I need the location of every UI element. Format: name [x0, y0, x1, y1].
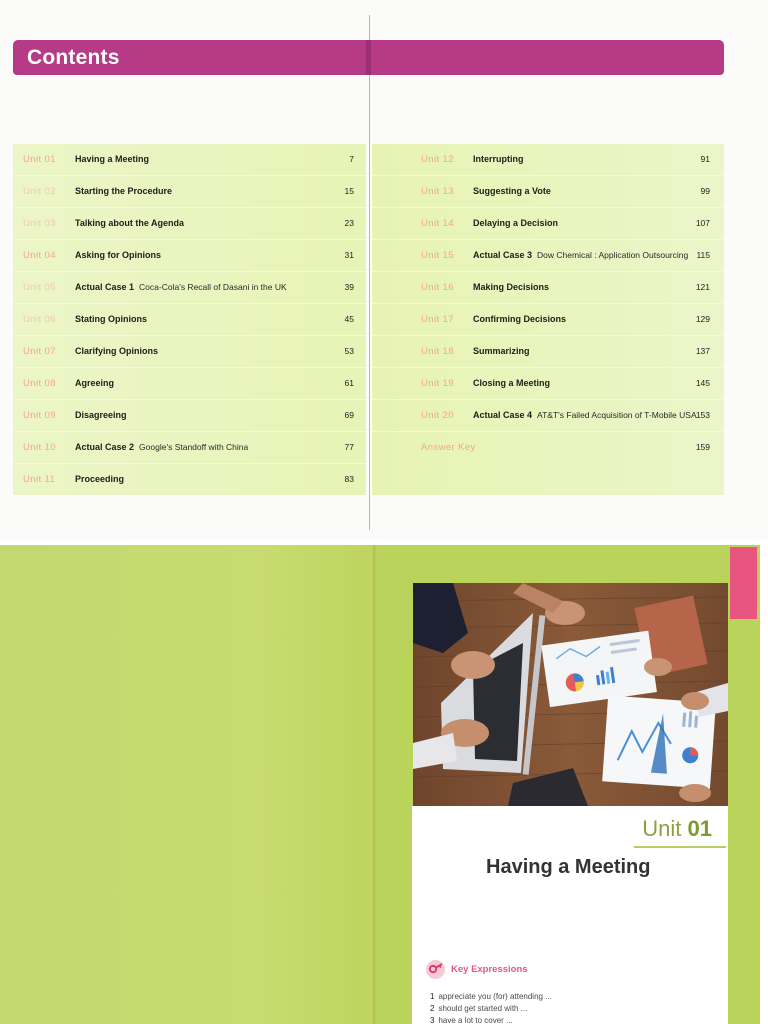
toc-page-number: 115 [696, 250, 710, 260]
toc-page-number: 23 [344, 218, 354, 228]
expression-number: 1 [430, 992, 435, 1001]
toc-row [13, 368, 366, 400]
toc-entry-title-text: Interrupting [473, 154, 524, 164]
toc-entry-title-text: Summarizing [473, 346, 530, 356]
toc-page-number: 31 [344, 250, 354, 260]
toc-page-number: 15 [344, 186, 354, 196]
toc-unit-label: Unit 03 [23, 218, 56, 229]
toc-unit-label: Unit 06 [23, 314, 56, 325]
toc-entry-title [75, 346, 158, 356]
toc-row [13, 400, 366, 432]
toc-row [13, 304, 366, 336]
toc-entry-title [473, 186, 551, 196]
toc-page-number: 159 [695, 442, 710, 452]
toc-unit-label: Unit 02 [23, 186, 56, 197]
toc-page-number: 153 [695, 410, 710, 420]
toc-row [372, 176, 724, 208]
toc-page-number: 77 [344, 442, 354, 452]
toc-unit-label: Unit 08 [23, 378, 56, 389]
unit-title: Having a Meeting [486, 856, 651, 878]
toc-entry-title [473, 410, 697, 420]
toc-entry-title-text: Making Decisions [473, 282, 550, 292]
key-expressions-label: Key Expressions [451, 964, 528, 975]
expression-text: appreciate you (for) attending ... [438, 992, 552, 1001]
toc-entry-subtitle: Google's Standoff with China [139, 442, 249, 452]
unit-word: Unit [642, 816, 682, 841]
toc-page-number: 137 [695, 346, 710, 356]
toc-row [13, 144, 366, 176]
toc-entry-title [473, 346, 530, 356]
expression-text: have a lot to cover ... [438, 1016, 513, 1024]
toc-entry-title-text: Delaying a Decision [473, 218, 559, 228]
toc-entry-title [473, 282, 549, 292]
toc-entry-title-text: Confirming Decisions [473, 314, 567, 324]
toc-entry-title [75, 474, 124, 484]
toc-row [13, 240, 366, 272]
toc-entry-title-text: Talking about the Agenda [75, 218, 185, 228]
toc-unit-label: Unit 09 [23, 410, 56, 421]
chapter-tab [730, 547, 757, 619]
toc-entry-title-text: Clarifying Opinions [75, 346, 159, 356]
toc-unit-label: Unit 10 [23, 442, 56, 453]
toc-unit-label: Unit 17 [421, 314, 454, 325]
toc-unit-label: Unit 04 [23, 250, 56, 261]
toc-unit-label: Unit 07 [23, 346, 56, 357]
unit-opener-spread [0, 545, 768, 1024]
toc-entry-title [75, 282, 287, 292]
toc-unit-label: Unit 01 [23, 154, 56, 165]
toc-page-number: 69 [344, 410, 354, 420]
toc-unit-label: Unit 20 [421, 410, 454, 421]
toc-row [13, 336, 366, 368]
expression-item [430, 1016, 513, 1024]
toc-unit-label: Unit 19 [421, 378, 454, 389]
toc-unit-label: Answer Key [421, 442, 476, 453]
toc-row [372, 432, 724, 464]
toc-entry-title-text: Starting the Procedure [75, 186, 173, 196]
toc-page-number: 91 [700, 154, 710, 164]
expression-number: 2 [430, 1004, 435, 1013]
toc-page-number: 129 [695, 314, 710, 324]
toc-entry-subtitle: Coca-Cola's Recall of Dasani in the UK [139, 282, 287, 292]
toc-left-column [13, 144, 366, 495]
toc-row [13, 176, 366, 208]
toc-unit-label: Unit 05 [23, 282, 56, 293]
toc-entry-title-text: Actual Case 1 [75, 282, 135, 292]
toc-entry-title-text: Actual Case 4 [473, 410, 533, 420]
toc-row [13, 272, 366, 304]
toc-row [372, 208, 724, 240]
toc-entry-title-text: Stating Opinions [75, 314, 147, 324]
toc-page-number: 121 [695, 282, 710, 292]
toc-entry-title [473, 314, 566, 324]
toc-entry-title [75, 186, 172, 196]
toc-row [372, 304, 724, 336]
toc-unit-label: Unit 14 [421, 218, 454, 229]
toc-unit-label: Unit 18 [421, 346, 454, 357]
toc-entry-title [75, 250, 161, 260]
toc-row [13, 432, 366, 464]
toc-page-number: 83 [344, 474, 354, 484]
toc-entry-title [473, 250, 688, 260]
toc-row [372, 144, 724, 176]
unit-title-page [412, 806, 728, 1024]
toc-unit-label: Unit 15 [421, 250, 454, 261]
toc-entry-title [473, 218, 558, 228]
toc-page-number: 145 [695, 378, 710, 388]
toc-entry-subtitle: AT&T's Failed Acquisition of T-Mobile USA [537, 410, 697, 420]
toc-page-number: 61 [344, 378, 354, 388]
toc-entry-title [75, 218, 184, 228]
title-bar-fold [366, 40, 371, 75]
key-icon [426, 960, 445, 979]
toc-unit-label: Unit 12 [421, 154, 454, 165]
toc-entry-title-text: Disagreeing [75, 410, 127, 420]
toc-page-number: 39 [344, 282, 354, 292]
toc-entry-title [75, 378, 114, 388]
expression-number: 3 [430, 1016, 435, 1024]
contents-title: Contents [27, 46, 120, 69]
page-edge [760, 545, 768, 1024]
toc-entry-title [75, 442, 248, 452]
toc-page-number: 99 [700, 186, 710, 196]
toc-unit-label: Unit 13 [421, 186, 454, 197]
toc-entry-subtitle: Dow Chemical : Application Outsourcing [537, 250, 689, 260]
toc-entry-title-text: Proceeding [75, 474, 125, 484]
meeting-photo [413, 583, 728, 806]
toc-row [372, 272, 724, 304]
expression-item [430, 992, 552, 1001]
left-green-page [0, 545, 374, 1024]
expression-item [430, 1004, 527, 1013]
toc-row [372, 400, 724, 432]
expression-text: should get started with ... [438, 1004, 528, 1013]
toc-right-column [372, 144, 724, 495]
toc-page-number: 107 [695, 218, 710, 228]
toc-entry-title-text: Actual Case 3 [473, 250, 533, 260]
toc-entry-title-text: Actual Case 2 [75, 442, 135, 452]
toc-entry-title [75, 314, 147, 324]
toc-row [372, 368, 724, 400]
toc-entry-title-text: Closing a Meeting [473, 378, 551, 388]
toc-page-number: 45 [344, 314, 354, 324]
toc-row [13, 464, 366, 496]
book-gutter [369, 15, 370, 530]
toc-row [372, 240, 724, 272]
toc-row [372, 336, 724, 368]
unit-underline [634, 846, 726, 848]
toc-entry-title [473, 378, 550, 388]
toc-entry-title-text: Agreeing [75, 378, 115, 388]
toc-entry-title-text: Having a Meeting [75, 154, 150, 164]
toc-entry-title [473, 154, 524, 164]
toc-entry-title-text: Asking for Opinions [75, 250, 162, 260]
meeting-photo-illustration [413, 583, 728, 806]
toc-page-number: 53 [344, 346, 354, 356]
toc-entry-title-text: Suggesting a Vote [473, 186, 551, 196]
toc-entry-title [75, 154, 149, 164]
unit-number [642, 816, 712, 842]
toc-unit-label: Unit 11 [23, 474, 56, 485]
toc-row [13, 208, 366, 240]
unit-number-value: 01 [687, 816, 712, 841]
toc-page-number: 7 [349, 154, 354, 164]
toc-unit-label: Unit 16 [421, 282, 454, 293]
toc-entry-title [75, 410, 127, 420]
